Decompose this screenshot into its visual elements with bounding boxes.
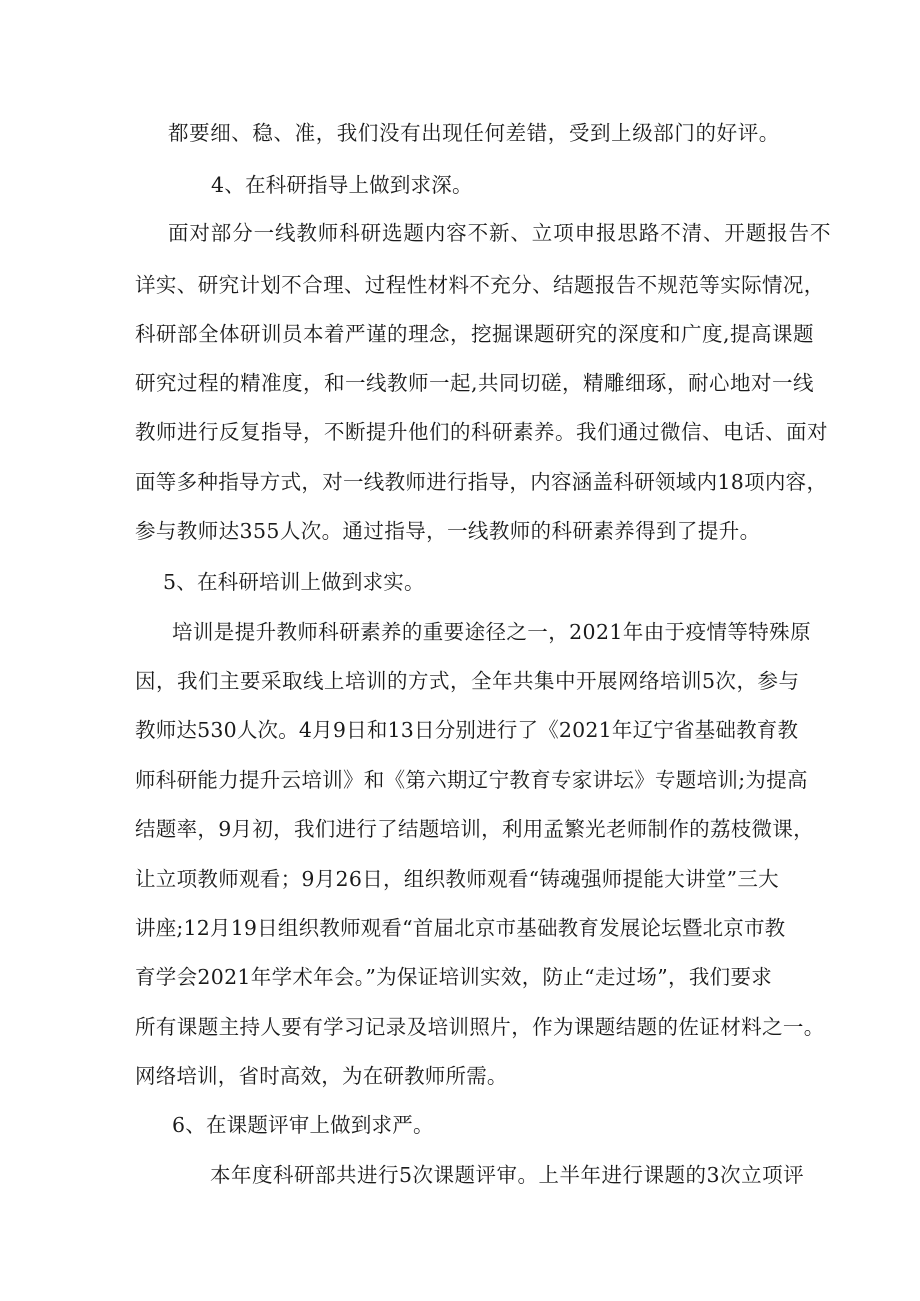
text-line-15: 结题率，9月初，我们进行了结题培训，利用孟繁光老师制作的荔枝微课， — [135, 817, 814, 841]
text-line-14: 师科研能力提升云培训》和《第六期辽宁教育专家讲坛》专题培训;为提高 — [135, 768, 808, 792]
text-line-17: 讲座;12月19日组织教师观看“首届北京市基础教育发展论坛暨北京市教 — [135, 916, 786, 940]
text-line-8: 面等多种指导方式，对一线教师进行指导，内容涵盖科研领域内18项内容， — [135, 470, 828, 494]
text-line-7: 教师进行反复指导，不断提升他们的科研素养。我们通过微信、电话、面对 — [135, 420, 828, 444]
text-line-13: 教师达530人次。4月9日和13日分别进行了《2021年辽宁省基础教育教 — [135, 718, 799, 742]
text-line-1: 都要细、稳、准，我们没有出现任何差错，受到上级部门的好评。 — [168, 121, 780, 145]
text-line-16: 让立项教师观看；9月26日，组织教师观看“铸魂强师提能大讲堂”三大 — [135, 867, 779, 891]
text-line-6: 研究过程的精准度，和一线教师一起,共同切磋，精雕细琢，耐心地对一线 — [135, 371, 815, 395]
text-line-4: 详实、研究计划不合理、过程性材料不充分、结题报告不规范等实际情况， — [135, 273, 825, 297]
text-line-11: 培训是提升教师科研素养的重要途径之一，2021年由于疫情等特殊原 — [172, 620, 811, 644]
text-line-12: 因，我们主要采取线上培训的方式，全年共集中开展网络培训5次，参与 — [135, 669, 800, 693]
section-heading-4: 4、在科研指导上做到求深。 — [211, 173, 473, 197]
text-line-20: 网络培训，省时高效，为在研教师所需。 — [135, 1064, 508, 1088]
text-line-22: 本年度科研部共进行5次课题评审。上半年进行课题的3次立项评 — [210, 1163, 805, 1187]
section-heading-5: 5、在科研培训上做到求实。 — [163, 570, 425, 594]
text-line-19: 所有课题主持人要有学习记录及培训照片，作为课题结题的佐证材料之一。 — [135, 1015, 825, 1039]
text-line-9: 参与教师达355人次。通过指导，一线教师的科研素养得到了提升。 — [135, 519, 761, 543]
text-line-18: 育学会2021年学术年会。”为保证培训实效，防止“走过场”，我们要求 — [135, 965, 773, 989]
section-heading-6: 6、在课题评审上做到求严。 — [172, 1113, 434, 1137]
text-line-3: 面对部分一线教师科研选题内容不新、立项申报思路不清、开题报告不 — [168, 221, 832, 245]
text-line-5: 科研部全体研训员本着严谨的理念，挖掘课题研究的深度和广度,提高课题 — [135, 322, 815, 346]
